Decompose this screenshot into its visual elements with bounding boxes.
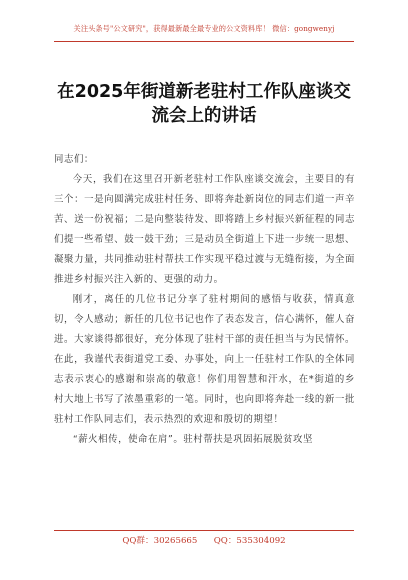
paragraph: 刚才，离任的几位书记分享了驻村期间的感悟与收获，情真意切，令人感动；新任的几位书记也作了表态发言，信心满怀，催人奋进。大家谈得都很好，充分体现了驻村干部的责任担当与为民情怀。在此，我谨代表街道党工委、办事处，向上一任驻村工作队的全体同志表示衷心的感谢和崇高的敬意！你们用智慧和汗水，在*街道的乡村大地上书写了浓墨重彩的一笔。同时，也向即将奔赴一线的新一批驻村工作队同志们，表示热烈的欢迎和殷切的期望！ <box>54 294 355 425</box>
document-body <box>54 150 355 450</box>
header-divider <box>54 41 354 42</box>
header-note: 关注头条号"公文研究"，获得最新最全最专业的公文资料库！ 微信：gongwenyj <box>73 24 335 33</box>
footer-qq: QQ：535304092 <box>213 536 286 546</box>
salutation: 同志们： <box>54 154 94 165</box>
paragraph: “薪火相传，使命在肩”。驻村帮扶是巩固拓展脱贫攻坚 <box>72 434 314 445</box>
footer-contact <box>0 534 408 546</box>
footer-qq-group: QQ群：30265665 <box>122 536 198 546</box>
document-title: 在2025年街道新老驻村工作队座谈交流会上的讲话 <box>57 82 351 126</box>
paragraph: 今天，我们在这里召开新老驻村工作队座谈交流会，主要目的有三个：一是向圆满完成驻村任务、即将奔赴新岗位的同志们道一声辛苦、送一份祝福；二是向整装待发、即将踏上乡村振兴新征程的同志们提一些希望、鼓一鼓干劲；三是动员全街道上下进一步统一思想、凝聚力量，共同推动驻村帮扶工作实现平稳过渡与无缝衔接，为全面推进乡村振兴注入新的、更强的动力。 <box>54 174 355 285</box>
footer-divider <box>54 530 354 531</box>
